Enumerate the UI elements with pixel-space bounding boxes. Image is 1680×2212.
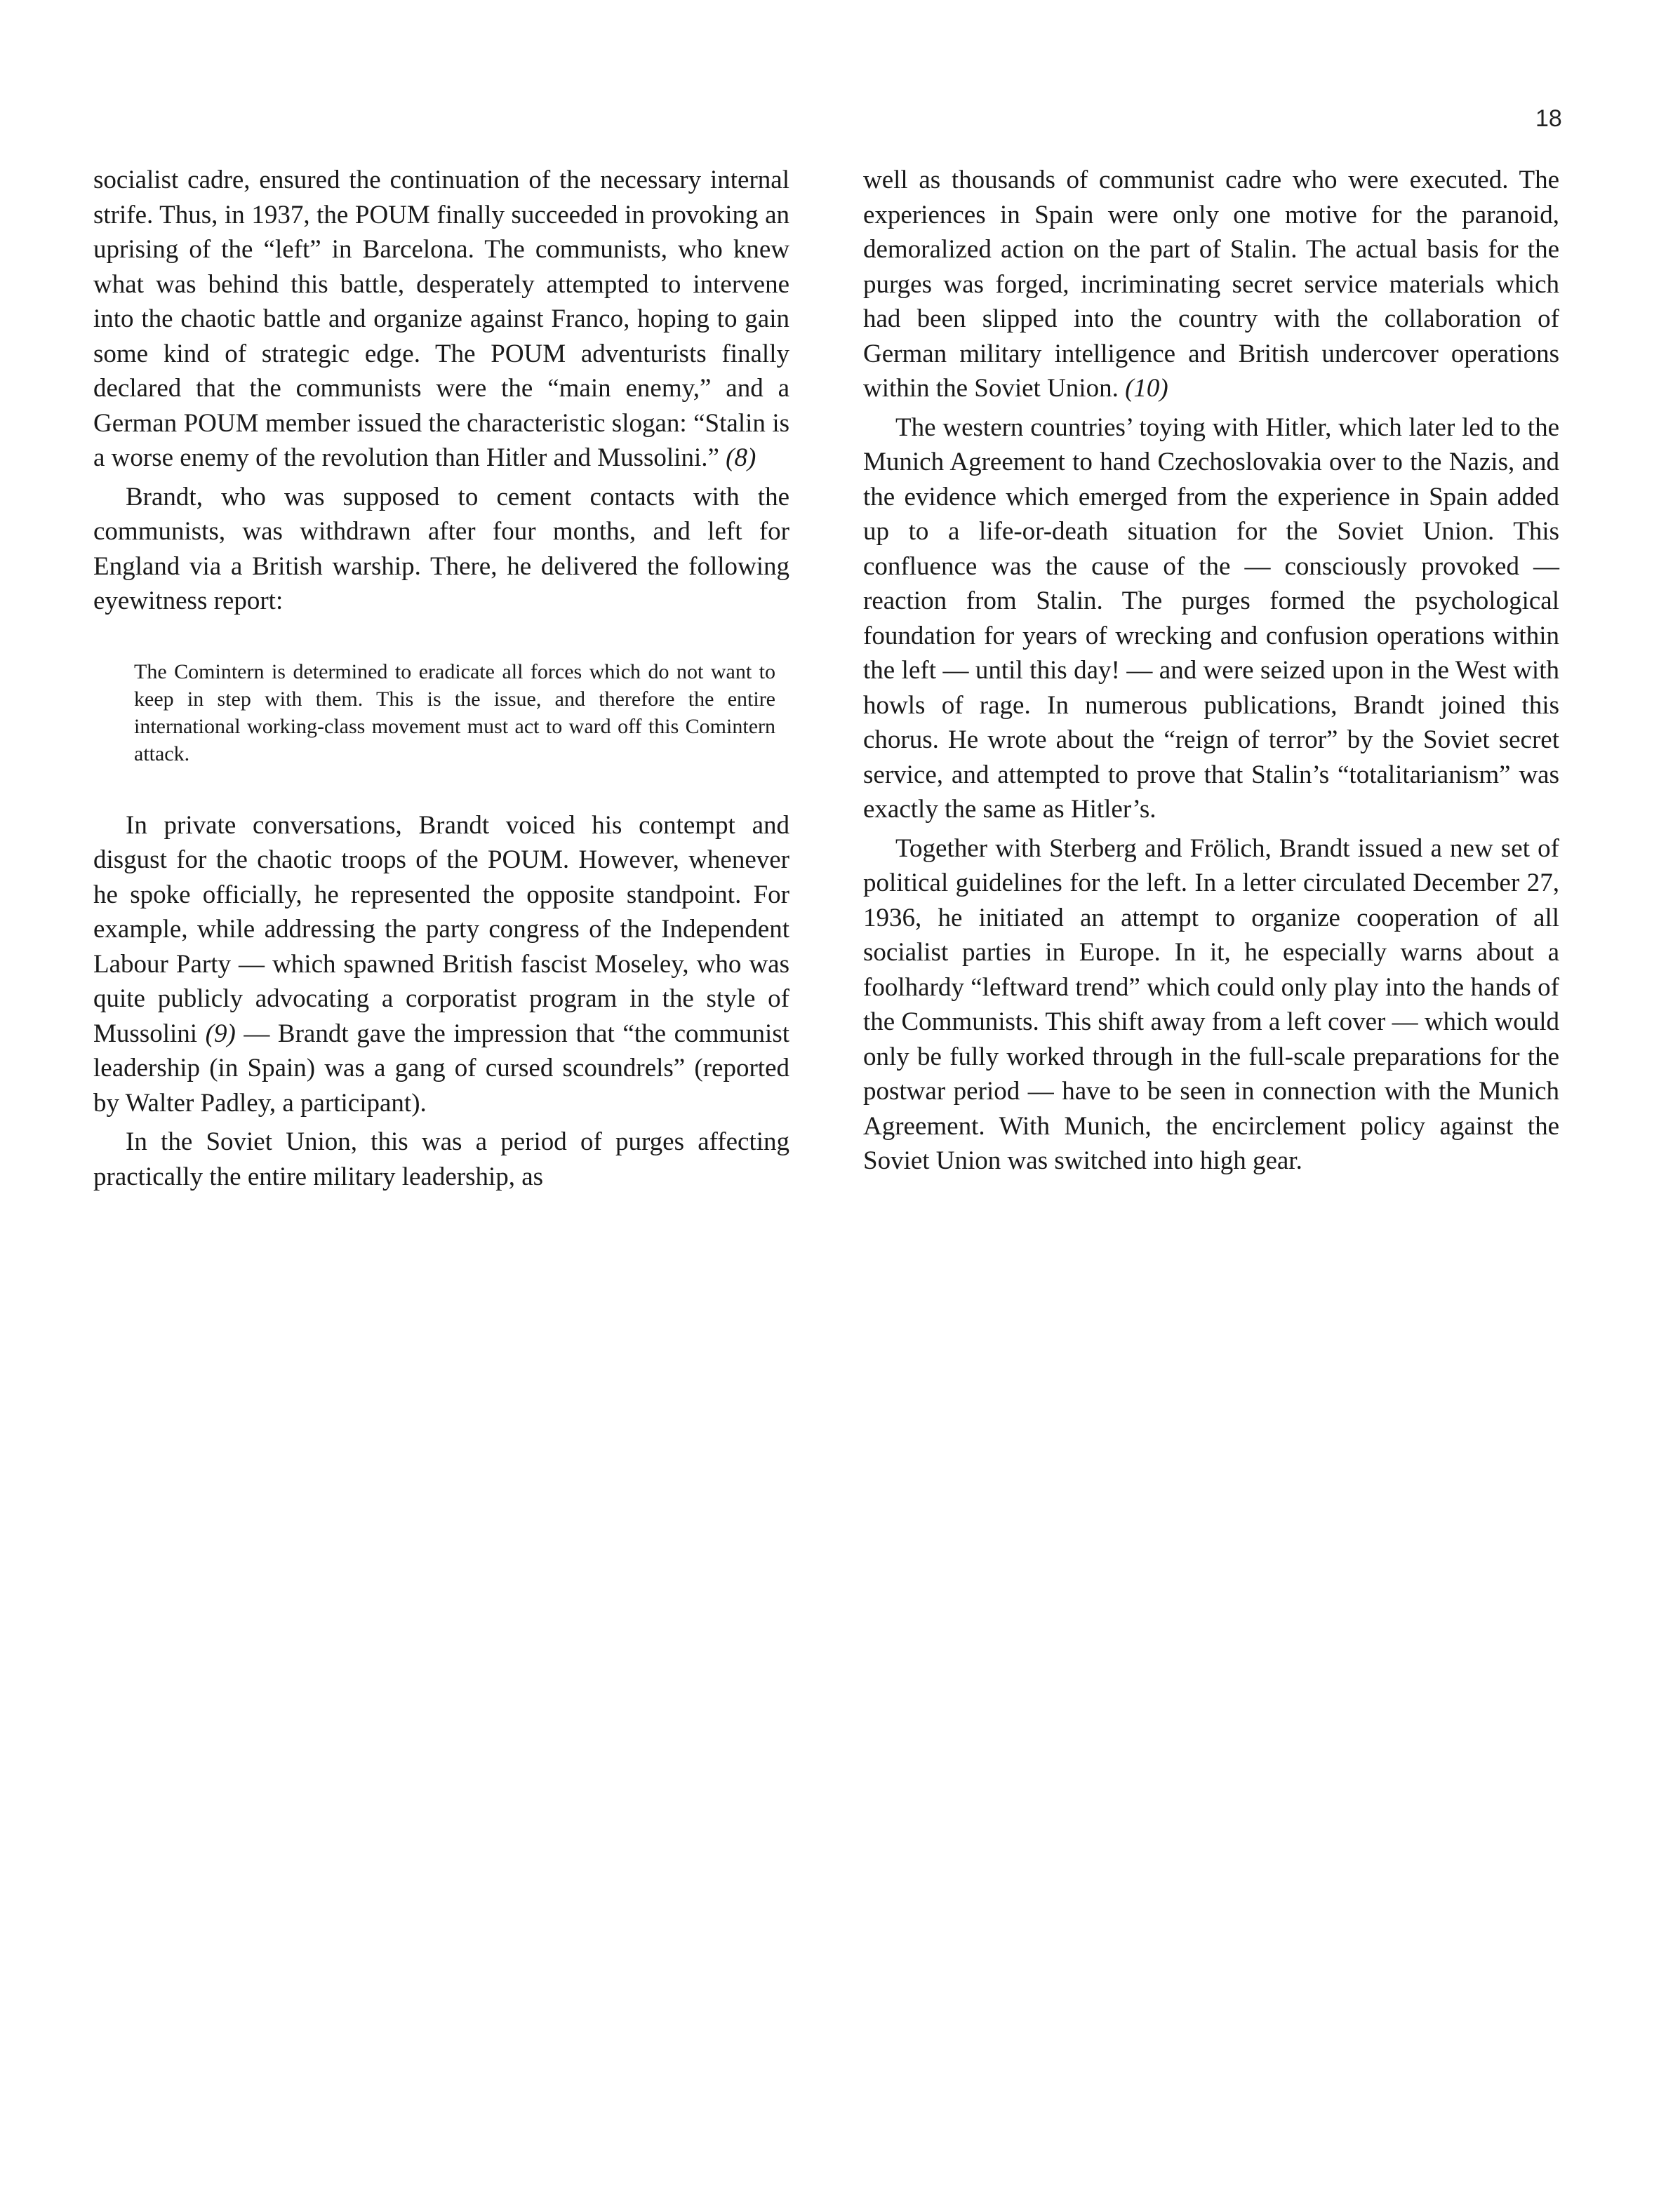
left-column	[93, 163, 789, 1198]
paragraph-brandt-withdrawn: Brandt, who was supposed to cement contacts with the communists, was withdrawn after four months, and left for England via a British warship. There, he delivered the following eyewitness report:	[93, 482, 789, 615]
paragraph-private-conversations	[93, 808, 789, 1121]
paragraph-political-guidelines: Together with Sterberg and Frölich, Brandt issued a new set of political guidelines for the left. In a letter circulated December 27, 1936, he initiated an attempt to organize cooperation of all socialist parties in Europe. In it, he especially warns about a foolhardy “leftward trend” which could only play into the hands of the Communists. This shift away from a left cover — which would only be fully worked through in the full-scale preparations for the postwar period — have to be seen in connection with the Munich Agreement. With Munich, the encirclement policy against the Soviet Union was switched into high gear.	[863, 833, 1559, 1175]
paragraph-munich-agreement: The western countries’ toying with Hitler, which later led to the Munich Agreement to hand Czechoslovakia over to the Nazis, and the evidence which emerged from the experience in Spain added up to a life-or-death situation for the Soviet Union. This confluence was the cause of the — consciously provoked — reaction from Stalin. The purges formed the psychological foundation for years of wrecking and confusion operations within the left — until this day! — and were seized upon in the West with howls of rage. In numerous publications, Brandt joined this chorus. He wrote about the “reign of terror” by the Soviet secret service, and attempted to prove that Stalin’s “totalitarianism” was exactly the same as Hitler’s.	[863, 413, 1559, 824]
paragraph-poum-uprising	[93, 163, 789, 476]
citation-8: (8)	[726, 443, 756, 472]
comintern-quote: The Comintern is determined to eradicate all forces which do not want to keep in step with them. This is the issue, and therefore the entire international working-class movement must act to ward off this Comintern attack.	[134, 659, 775, 765]
paragraph-soviet-purges: In the Soviet Union, this was a period of purges affecting practically the entire military leadership, as	[93, 1127, 789, 1191]
paragraph-cadre-executed	[863, 163, 1559, 406]
paragraph-text: In private conversations, Brandt voiced his contempt and disgust for the chaotic troops of the POUM. However, whenever he spoke officially, he represented the opposite standpoint. For example, while addressing the party congress of the Independent Labour Party — which spawned British fascist Moseley, who was quite publicly advocating a corporatist program in the style of Mussolini	[93, 810, 789, 1048]
page-number: 18	[1535, 105, 1562, 132]
citation-9: (9)	[205, 1019, 236, 1048]
paragraph-text: — Brandt gave the impression that “the communist leadership (in Spain) was a gang of cursed scoundrels” (reported by Walter Padley, a participant).	[93, 1019, 790, 1118]
paragraph-text: well as thousands of communist cadre who were executed. The experiences in Spain were only one motive for the paranoid, demoralized action on the part of Stalin. The actual basis for the purges was forged, incriminating secret service materials which had been slipped into the country with the collaboration of German military intelligence and British undercover operations within the Soviet Union.	[863, 166, 1559, 403]
paragraph-text: socialist cadre, ensured the continuation of the necessary internal strife. Thus, in 1937, the POUM finally succeeded in provoking an uprising of the “left” in Barcelona. The communists, who knew what was behind this battle, desperately attempted to intervene into the chaotic battle and organize against Franco, hoping to gain some kind of strategic edge. The POUM adventurists finally declared that the communists were the “main enemy,” and a German POUM member issued the characteristic slogan: “Stalin is a worse enemy of the revolution than Hitler and Mussolini.”	[93, 166, 789, 472]
citation-10: (10)	[1125, 374, 1168, 403]
right-column	[863, 163, 1559, 1183]
